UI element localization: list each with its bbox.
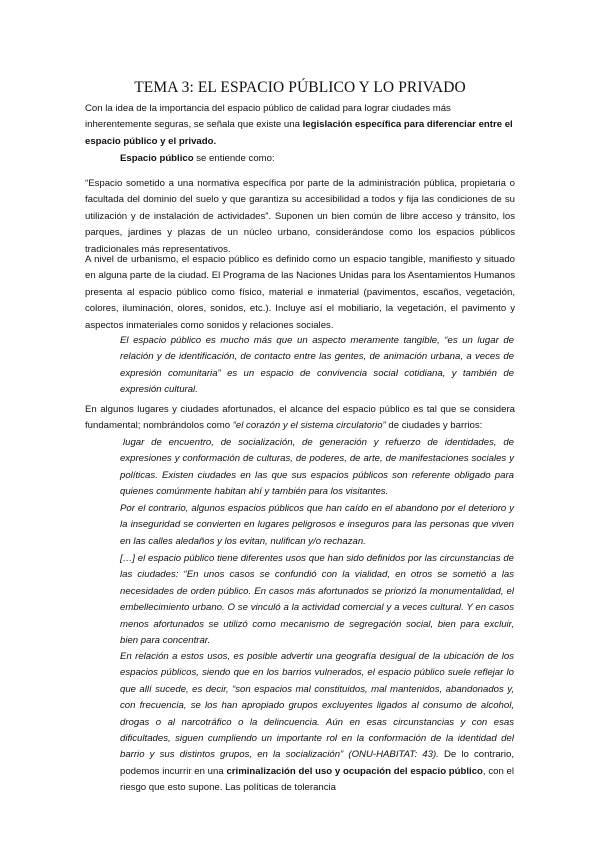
geography-text: De lo contrario, podemos incurrir en una (120, 749, 514, 777)
definition-term: Espacio público (120, 153, 194, 164)
geography-bold: criminalización del uso y ocupación del espacio público (226, 765, 483, 777)
fortunate-cities-paragraph (85, 402, 515, 435)
intro-paragraph (85, 101, 515, 150)
fortunate-text-end: de ciudades y barrios: (385, 420, 483, 432)
geography-text-end: , con el riesgo que esto supone. Las políticas de tolerancia (120, 765, 514, 794)
tangible-quote: El espacio público es mucho más que un aspecto meramente tangible, “es un lugar de relación y de identificación, de contacto entre las gentes, de animación urbana, a veces de expresión comunitaria” es un espacio de convivencia social cotidiana, y también de expresión cultural. (120, 335, 514, 396)
fortunate-italic: “el corazón y el sistema circulatorio” (232, 420, 386, 432)
urbanism-paragraph: A nivel de urbanismo, el espacio público es definido como un espacio tangible, manifiesto y situado en alguna parte de la ciudad. El Programa de las Naciones Unidas para los Asentamientos Humanos presenta al espacio público como físico, material e inmaterial (pavimentos, escaños, vegetación, colores, iluminación, olores, sonidos, etc.). Incluye así el mobiliario, la vegetación, el pavimento y aspectos inmateriales como sonidos y relaciones sociales. (85, 254, 515, 331)
encounter-quote: lugar de encuentro, de socialización, de generación y refuerzo de identidades, de expresiones y conformación de culturas, de poderes, de arte, de manifestaciones sociales y políticas. Existen ciudades en las que sus espacios públicos son referente obligado para quienes comúnmente habitan ahí y también para los visitantes. (120, 437, 514, 498)
fortunate-text: En algunos lugares y ciudades afortunados, el alcance del espacio público es tal que se considera fundamental; nombrándolos como (85, 404, 515, 432)
geography-italic: En relación a estos usos, es posible advertir una geografía desigual de la ubicación de los espacios públicos, siendo que en los barrios vulnerados, el espacio público suele reflejar lo que allí sucede, es decir, “son espacios mal constituidos, mal mantenidos, abandonados y, con frecuencia, se los han apropiado grupos excluyentes ligados al consumo de alcohol, drogas o al narcotráfico o la delincuencia. Aún en esas circunstancias y con esas dificultades, siguen cumpliendo un importante rol en la conformación de la identidad del barrio y sus distintos grupos, en la socialización” (ONU-HABITAT: 43). (120, 651, 514, 761)
intro-bold-text: legislación específica para diferenciar entre el espacio público y el privado. (85, 119, 513, 147)
geography-quote (120, 649, 514, 797)
page-title: TEMA 3: EL ESPACIO PÚBLICO Y LO PRIVADO (134, 79, 466, 96)
definition-lead: se entiende como: (193, 153, 275, 164)
uses-quote: […] el espacio público tiene diferentes usos que han sido definidos por las circunstancias de las ciudades: “En unos casos se confundió con la vialidad, en otros se sometió a las necesidades de orden público. En casos más afortunados se priorizó la monumentalidad, el embellecimiento urbano. O se vinculó a la actividad comercial y a veces cultural. Y en casos menos afortunados se utilizó como mecanismo de segregación social, bien para excluir, bien para concentrar. (120, 553, 514, 647)
definition-quote: “Espacio sometido a una normativa específica por parte de la administración pública, propietaria o facultada del dominio del suelo y que garantiza su accesibilidad a todos y fija las condiciones de su utilización y de instalación de actividades”. Suponen un bien común de libre acceso y tránsito, los parques, jardines y plazas de un núcleo urbano, considerándose como los espacios públicos tradicionales más representativos. (85, 178, 515, 255)
intro-text: Con la idea de la importancia del espacio público de calidad para lograr ciudades más inherentemente seguras, se señala que existe una (85, 103, 451, 131)
abandonment-quote: Por el contrario, algunos espacios públicos que han caído en el abandono por el deterioro y la inseguridad se convierten en lugares peligrosos e inseguros para las personas que viven en las calles aledaños y los evitan, nulifican y/o rechazan. (120, 503, 514, 547)
definition-heading (120, 151, 520, 167)
